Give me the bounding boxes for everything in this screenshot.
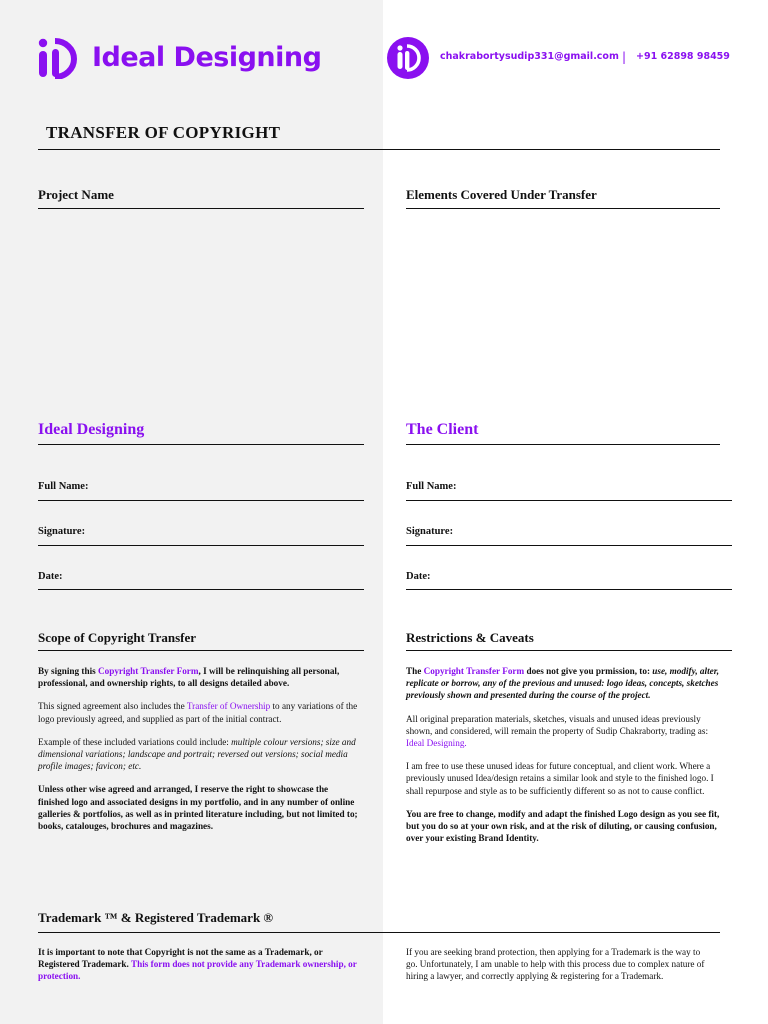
designer-full-name-label: Full Name: <box>38 481 89 492</box>
client-signature-label: Signature: <box>406 526 454 537</box>
client-full-name-line[interactable] <box>406 500 732 501</box>
restrictions-paragraph-1: The Copyright Transfer Form does not give you prmission, to: use, modify, alter, replicate or borrow, any of the previous and unused: logo ideas, concepts, sketches previously shown and presented during the course of the project. <box>406 666 720 701</box>
project-name-line <box>38 208 364 209</box>
restrictions-body <box>406 665 728 855</box>
client-date-line[interactable] <box>406 589 732 590</box>
restrictions-paragraph-2: All original preparation materials, sketches, visuals and unused ideas previously shown, and considered, will remain the property of Sudip Chakraborty, trading as: Ideal Designing. <box>406 713 709 749</box>
scope-paragraph-1: By signing this Copyright Transfer Form, I will be relinquishing all personal, professional, and ownership rights, to all designs detailed above. <box>38 666 340 689</box>
left-column-background <box>0 0 383 1024</box>
page-title: TRANSFER OF COPYRIGHT <box>46 123 281 142</box>
project-name-label: Project Name <box>38 187 114 202</box>
contact-email[interactable]: chakrabortysudip331@gmail.com <box>440 51 619 62</box>
trademark-left-text: It is important to note that Copyright is not the same as a Trademark, or Registered Trademark. This form does not provide any Trademark ownership, or protection. <box>38 947 357 982</box>
restrictions-heading-line <box>406 650 732 651</box>
title-divider <box>38 149 720 150</box>
id-monogram-icon <box>386 36 430 80</box>
designer-date-line[interactable] <box>38 589 364 590</box>
client-full-name-label: Full Name: <box>406 481 457 492</box>
contact-logo <box>386 36 430 80</box>
restrictions-paragraph-4: You are free to change, modify and adapt the finished Logo design as you see fit, but you do so at your own risk, and at the risk of diluting, or causing confusion, over your existing Brand Identity. <box>406 808 720 844</box>
elements-covered-line <box>406 208 720 209</box>
designer-full-name-line[interactable] <box>38 500 364 501</box>
brand-logo <box>37 37 83 79</box>
scope-paragraph-2: This signed agreement also includes the Transfer of Ownership to any variations of the logo previously agreed, and supplied as part of the initial contract. <box>38 701 358 724</box>
designer-signature-label: Signature: <box>38 526 86 537</box>
restrictions-heading: Restrictions & Caveats <box>406 630 534 645</box>
scope-heading: Scope of Copyright Transfer <box>38 630 197 645</box>
contact-phone[interactable]: +91 62898 98459 <box>636 51 730 62</box>
id-monogram-icon <box>37 37 83 79</box>
trademark-heading: Trademark ™ & Registered Trademark ® <box>38 910 274 925</box>
trademark-right-text: If you are seeking brand protection, then applying for a Trademark is the way to go. Unfortunately, I am unable to help with this process due to complex nature of hiring a lawyer, and correctly applying & registering for a Trademark. <box>406 947 705 982</box>
scope-heading-line <box>38 650 364 651</box>
elements-covered-label: Elements Covered Under Transfer <box>406 187 597 202</box>
designer-signature-line[interactable] <box>38 545 364 546</box>
trademark-heading-line <box>38 932 720 933</box>
designer-heading-line <box>38 444 364 445</box>
designer-date-label: Date: <box>38 571 63 582</box>
designer-heading: Ideal Designing <box>38 421 145 438</box>
scope-paragraph-3: Example of these included variations could include: multiple colour versions; size and dimensional variations; landscape and portrait; reversed out versions; social media profile images; favicon; etc. <box>38 736 356 772</box>
scope-body <box>38 665 360 843</box>
client-heading-line <box>406 444 720 445</box>
restrictions-paragraph-3: I am free to use these unused ideas for future conceptual, and client work. Where a previously unused Idea/design retains a similar look and style to the finished logo. I shall repurpose and style as to be sufficiently different so as not to cause conflict. <box>406 761 714 796</box>
scope-paragraph-4: Unless other wise agreed and arranged, I reserve the right to showcase the finished logo and associated designs in my portfolio, and in any number of online galleries & portfolios, as well as in printed literature including, but not limited to; books, catalouges, brochures and magazines. <box>38 784 358 832</box>
client-date-label: Date: <box>406 571 431 582</box>
client-heading: The Client <box>406 421 479 438</box>
brand-name: Ideal Designing <box>92 42 322 73</box>
client-signature-line[interactable] <box>406 545 732 546</box>
contact-separator: | <box>622 50 627 64</box>
